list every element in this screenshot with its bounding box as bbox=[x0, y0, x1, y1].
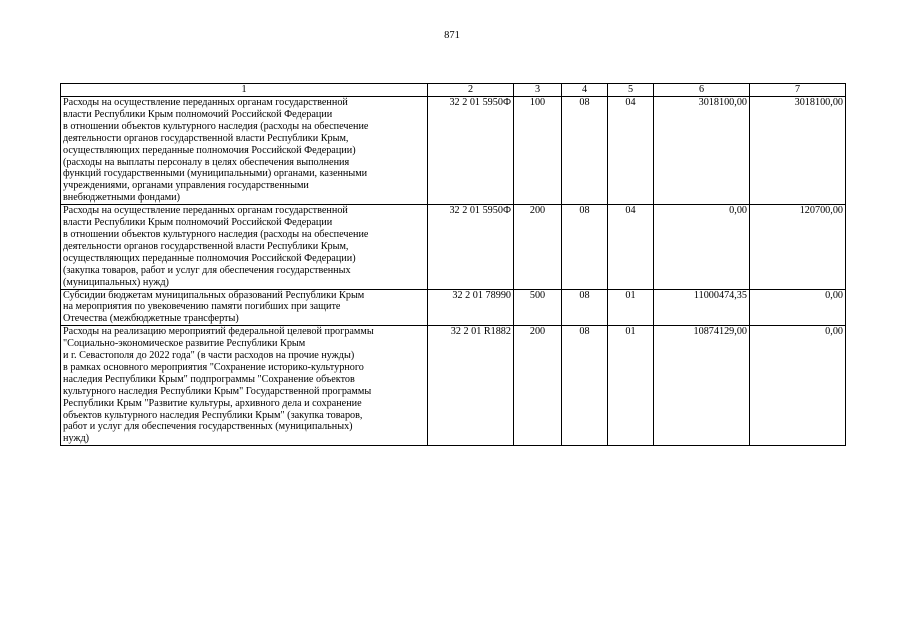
table-row bbox=[61, 289, 846, 326]
description-line: наследия Республики Крым" подпрограммы "Сохранение объектов bbox=[63, 373, 355, 385]
description-line: "Социально-экономическое развитие Республики Крым bbox=[63, 338, 306, 350]
row-amount-col6: 11000474,35 bbox=[654, 289, 750, 326]
description-line: деятельности органов государственной власти Республики Крым, bbox=[63, 240, 349, 252]
header-col-1: 1 bbox=[61, 84, 428, 97]
description-line: в отношении объектов культурного наследия (расходы на обеспечение bbox=[63, 120, 369, 132]
description-line: осуществляющих переданные полномочия Российской Федерации) bbox=[63, 252, 356, 264]
description-line: Отечества (межбюджетные трансферты) bbox=[63, 313, 239, 325]
row-code: 32 2 01 5950Ф bbox=[428, 205, 514, 289]
header-col-5: 5 bbox=[608, 84, 654, 97]
row-col5: 01 bbox=[608, 289, 654, 326]
description-line: учреждениями, органами управления государственными bbox=[63, 180, 309, 192]
row-col4: 08 bbox=[562, 205, 608, 289]
row-col4: 08 bbox=[562, 326, 608, 446]
row-col5: 04 bbox=[608, 205, 654, 289]
row-col3: 200 bbox=[514, 205, 562, 289]
budget-table bbox=[60, 83, 846, 446]
row-code: 32 2 01 78990 bbox=[428, 289, 514, 326]
header-col-3: 3 bbox=[514, 84, 562, 97]
row-col4: 08 bbox=[562, 289, 608, 326]
description-line: и г. Севастополя до 2022 года" (в части расходов на прочие нужды) bbox=[63, 350, 355, 362]
description-line: (муниципальных) нужд) bbox=[63, 276, 169, 288]
description-line: работ и услуг для обеспечения государственных (муниципальных) bbox=[63, 421, 353, 433]
description-line: Расходы на реализацию мероприятий федеральной целевой программы bbox=[63, 326, 374, 338]
description-line: власти Республики Крым полномочий Российской Федерации bbox=[63, 108, 333, 120]
description-line: деятельности органов государственной власти Республики Крым, bbox=[63, 132, 349, 144]
row-col5: 04 bbox=[608, 97, 654, 205]
description-line: Республики Крым "Развитие культуры, архивного дела и сохранение bbox=[63, 397, 362, 409]
row-description bbox=[61, 289, 428, 326]
row-col3: 200 bbox=[514, 326, 562, 446]
description-line: в рамках основного мероприятия "Сохранение историко-культурного bbox=[63, 361, 364, 373]
row-amount-col7: 0,00 bbox=[750, 326, 846, 446]
row-code: 32 2 01 5950Ф bbox=[428, 97, 514, 205]
header-col-7: 7 bbox=[750, 84, 846, 97]
description-line: Расходы на осуществление переданных органам государственной bbox=[63, 205, 348, 217]
row-code: 32 2 01 R1882 bbox=[428, 326, 514, 446]
row-amount-col7: 3018100,00 bbox=[750, 97, 846, 205]
row-description bbox=[61, 97, 428, 205]
header-col-2: 2 bbox=[428, 84, 514, 97]
description-line: внебюджетными фондами) bbox=[63, 192, 181, 204]
description-line: функций государственными (муниципальными) органами, казенными bbox=[63, 168, 368, 180]
description-line: Субсидии бюджетам муниципальных образований Республики Крым bbox=[63, 289, 365, 301]
description-line: (расходы на выплаты персоналу в целях обеспечения выполнения bbox=[63, 156, 350, 168]
row-description bbox=[61, 205, 428, 289]
header-row bbox=[61, 84, 846, 97]
row-amount-col6: 10874129,00 bbox=[654, 326, 750, 446]
row-amount-col7: 0,00 bbox=[750, 289, 846, 326]
description-line: на мероприятия по увековечению памяти погибших при защите bbox=[63, 301, 341, 313]
row-amount-col6: 3018100,00 bbox=[654, 97, 750, 205]
header-col-4: 4 bbox=[562, 84, 608, 97]
description-line: в отношении объектов культурного наследия (расходы на обеспечение bbox=[63, 228, 369, 240]
row-col3: 100 bbox=[514, 97, 562, 205]
table-row bbox=[61, 326, 846, 446]
row-amount-col6: 0,00 bbox=[654, 205, 750, 289]
header-col-6: 6 bbox=[654, 84, 750, 97]
row-description bbox=[61, 326, 428, 446]
row-amount-col7: 120700,00 bbox=[750, 205, 846, 289]
description-line: (закупка товаров, работ и услуг для обеспечения государственных bbox=[63, 264, 351, 276]
description-line: объектов культурного наследия Республики Крым" (закупка товаров, bbox=[63, 409, 363, 421]
description-line: Расходы на осуществление переданных органам государственной bbox=[63, 97, 348, 108]
row-col4: 08 bbox=[562, 97, 608, 205]
description-line: осуществляющих переданные полномочия Российской Федерации) bbox=[63, 144, 356, 156]
table-row bbox=[61, 97, 846, 205]
row-col3: 500 bbox=[514, 289, 562, 326]
page-number: 871 bbox=[444, 30, 460, 41]
description-line: культурного наследия Республики Крым" Государственной программы bbox=[63, 385, 372, 397]
description-line: власти Республики Крым полномочий Российской Федерации bbox=[63, 217, 333, 229]
table-row bbox=[61, 205, 846, 289]
description-line: нужд) bbox=[63, 433, 90, 445]
row-col5: 01 bbox=[608, 326, 654, 446]
